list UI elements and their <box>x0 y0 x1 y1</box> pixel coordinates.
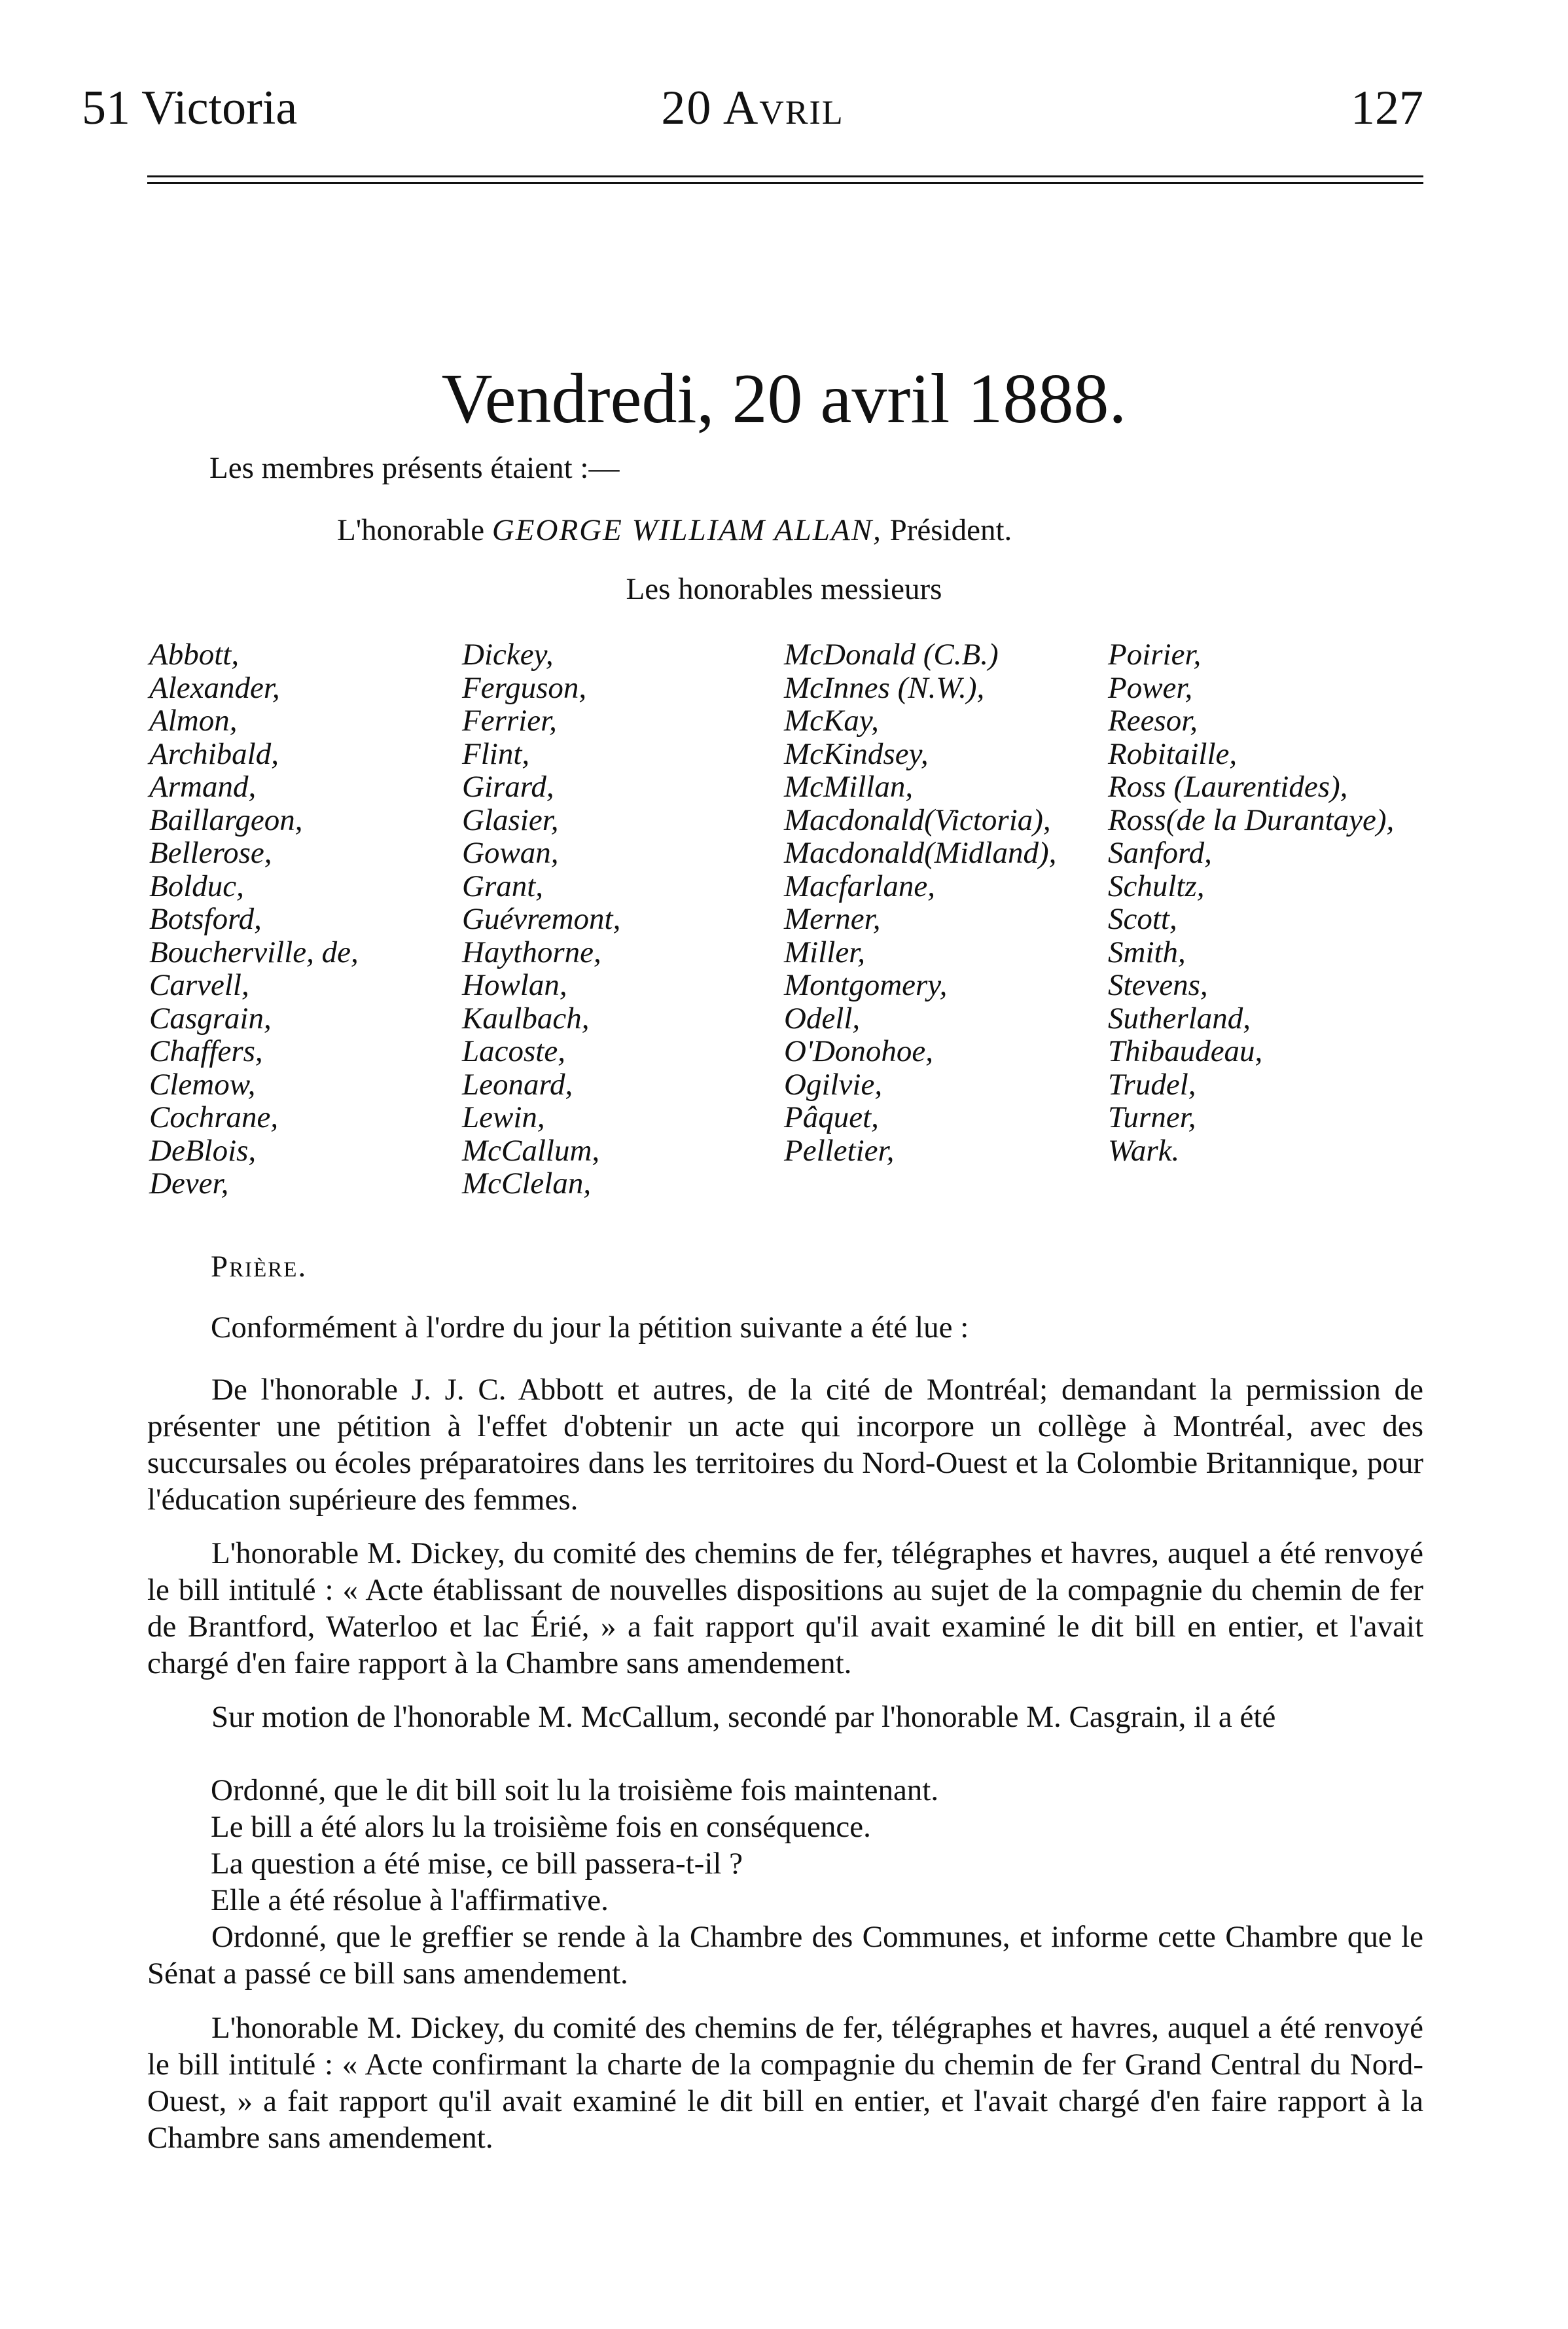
senator-name: Odell, <box>784 1001 861 1036</box>
page-title: Vendredi, 20 avril 1888. <box>441 360 1127 438</box>
paragraph-affirmative: Elle a été résolue à l'affirmative. <box>211 1883 609 1917</box>
senator-name: Sutherland, <box>1108 1001 1251 1036</box>
senator-name: Guévremont, <box>462 902 621 936</box>
senator-name: Dever, <box>149 1166 229 1201</box>
paragraph-petition: De l'honorable J. J. C. Abbott et autres, de la cité de Montréal; demandant la permission de présenter une pétition à l'effet d'obtenir un acte qui incorpore un collège à Montréal, avec des succursales ou écoles préparatoires dans les territoires du Nord-Ouest et la Colombie Britannique, pour l'éducation supérieure des femmes. <box>147 1373 1423 1517</box>
senator-name: Girard, <box>462 770 554 804</box>
senator-name: Almon, <box>149 704 238 738</box>
senator-name: Casgrain, <box>149 1001 272 1036</box>
senator-name: Chaffers, <box>149 1034 263 1068</box>
senator-name: Kaulbach, <box>462 1001 590 1036</box>
senator-name: Clemow, <box>149 1067 256 1102</box>
president-role: Président. <box>889 513 1012 547</box>
senator-name: Ross (Laurentides), <box>1108 770 1348 804</box>
senator-name: Macdonald(Midland), <box>784 836 1057 870</box>
senators-heading: Les honorables messieurs <box>626 572 942 606</box>
paragraph-petition-intro: Conformément à l'ordre du jour la pétition suivante a été lue : <box>211 1310 969 1345</box>
senator-name: Reesor, <box>1108 704 1198 738</box>
senator-name: Abbott, <box>149 638 240 672</box>
senator-name: Wark. <box>1108 1133 1180 1168</box>
senator-name: O'Donohoe, <box>784 1034 934 1068</box>
senator-name: Cochrane, <box>149 1100 279 1134</box>
senator-name: Robitaille, <box>1108 736 1238 771</box>
senator-name: Pâquet, <box>784 1100 879 1134</box>
running-header <box>82 79 1423 137</box>
senator-name: Ferguson, <box>462 670 587 705</box>
senator-name: Lacoste, <box>462 1034 565 1068</box>
senator-name: McDonald (C.B.) <box>784 638 999 672</box>
senator-name: Sanford, <box>1108 836 1212 870</box>
senator-name: McKay, <box>784 704 879 738</box>
senator-name: Bolduc, <box>149 869 244 903</box>
senator-name: Howlan, <box>462 968 567 1002</box>
senator-name: Ross(de la Durantaye), <box>1108 803 1395 837</box>
president-name: GEORGE WILLIAM ALLAN, <box>491 513 882 547</box>
senator-name: Flint, <box>462 736 530 771</box>
senators-column-4 <box>1108 638 1394 1167</box>
header-date: 20 Avril <box>661 81 844 135</box>
senator-name: Merner, <box>784 902 881 936</box>
senator-name: Macfarlane, <box>784 869 936 903</box>
senator-name: Boucherville, de, <box>149 935 359 969</box>
paragraph-question: La question a été mise, ce bill passera-t-il ? <box>211 1847 743 1881</box>
senator-name: Smith, <box>1108 935 1186 969</box>
senator-name: Thibaudeau, <box>1108 1034 1263 1068</box>
paragraph-motion: Sur motion de l'honorable M. McCallum, secondé par l'honorable M. Casgrain, il a été <box>211 1700 1276 1734</box>
senator-name: Grant, <box>462 869 544 903</box>
senator-name: Lewin, <box>462 1100 545 1134</box>
senator-name: Botsford, <box>149 902 262 936</box>
senator-name: Poirier, <box>1108 638 1202 672</box>
senator-name: Montgomery, <box>784 968 948 1002</box>
senator-name: McCallum, <box>462 1133 600 1168</box>
senator-name: Pelletier, <box>784 1133 895 1168</box>
senator-name: Haythorne, <box>462 935 601 969</box>
paragraph-dickey-report-1: L'honorable M. Dickey, du comité des chemins de fer, télégraphes et havres, auquel a été renvoyé le bill intitulé : « Acte établissant de nouvelles dispositions au sujet de la compagnie du chemin de fer de Brantford, Waterloo et lac Érié, » a fait rapport qu'il avait examiné le dit bill en entier, et l'avait chargé d'en faire rapport à la Chambre sans amendement. <box>147 1536 1423 1680</box>
senator-name: Schultz, <box>1108 869 1205 903</box>
header-page-number: 127 <box>1351 81 1423 135</box>
senator-name: Dickey, <box>462 638 554 672</box>
senator-name: Bellerose, <box>149 836 272 870</box>
senator-name: Baillargeon, <box>149 803 303 837</box>
senator-name: McKindsey, <box>784 736 929 771</box>
header-rule-bottom <box>147 182 1423 184</box>
senator-name: Trudel, <box>1108 1067 1196 1102</box>
senator-name: McMillan, <box>784 770 914 804</box>
paragraph-third-reading: Le bill a été alors lu la troisième fois en conséquence. <box>211 1810 871 1844</box>
senator-name: Glasier, <box>462 803 559 837</box>
header-session: 51 Victoria <box>82 81 298 135</box>
senators-column-1 <box>149 638 359 1201</box>
senator-name: Carvell, <box>149 968 249 1002</box>
senator-name: Turner, <box>1108 1100 1196 1134</box>
paragraph-dickey-report-2: L'honorable M. Dickey, du comité des chemins de fer, télégraphes et havres, auquel a été renvoyé le bill intitulé : « Acte confirmant la charte de la compagnie du chemin de fer Grand Central du Nord-Ouest, » a fait rapport qu'il avait examiné le dit bill en entier, et l'avait chargé d'en faire rapport à la Chambre sans amendement. <box>147 2011 1423 2155</box>
senators-list <box>149 638 1445 1227</box>
senator-name: McInnes (N.W.), <box>784 670 985 705</box>
senator-name: Leonard, <box>462 1067 573 1102</box>
paragraph-clerk-order: Ordonné, que le greffier se rende à la Chambre des Communes, et informe cette Chambre que le Sénat a passé ce bill sans amendement. <box>147 1920 1423 1991</box>
senator-name: Armand, <box>149 770 257 804</box>
senator-name: Gowan, <box>462 836 559 870</box>
senator-name: Ogilvie, <box>784 1067 883 1102</box>
senator-name: Ferrier, <box>462 704 557 738</box>
header-rule-top <box>147 175 1423 177</box>
paragraph-ordered-third-reading: Ordonné, que le dit bill soit lu la troisième fois maintenant. <box>211 1773 939 1807</box>
members-intro: Les membres présents étaient :— <box>209 451 620 485</box>
president-prefix: L'honorable <box>337 513 485 547</box>
senator-name: McClelan, <box>462 1166 592 1201</box>
senators-column-3 <box>784 638 1056 1167</box>
senator-name: Stevens, <box>1108 968 1208 1002</box>
senator-name: Alexander, <box>149 670 280 705</box>
senator-name: Archibald, <box>149 736 279 771</box>
senator-name: Macdonald(Victoria), <box>784 803 1051 837</box>
senator-name: Scott, <box>1108 902 1177 936</box>
senator-name: Miller, <box>784 935 866 969</box>
senator-name: Power, <box>1108 670 1193 705</box>
senators-column-2 <box>462 638 620 1201</box>
president-line <box>337 511 1012 550</box>
priere-heading: Prière. <box>211 1250 308 1284</box>
senator-name: DeBlois, <box>149 1133 257 1168</box>
